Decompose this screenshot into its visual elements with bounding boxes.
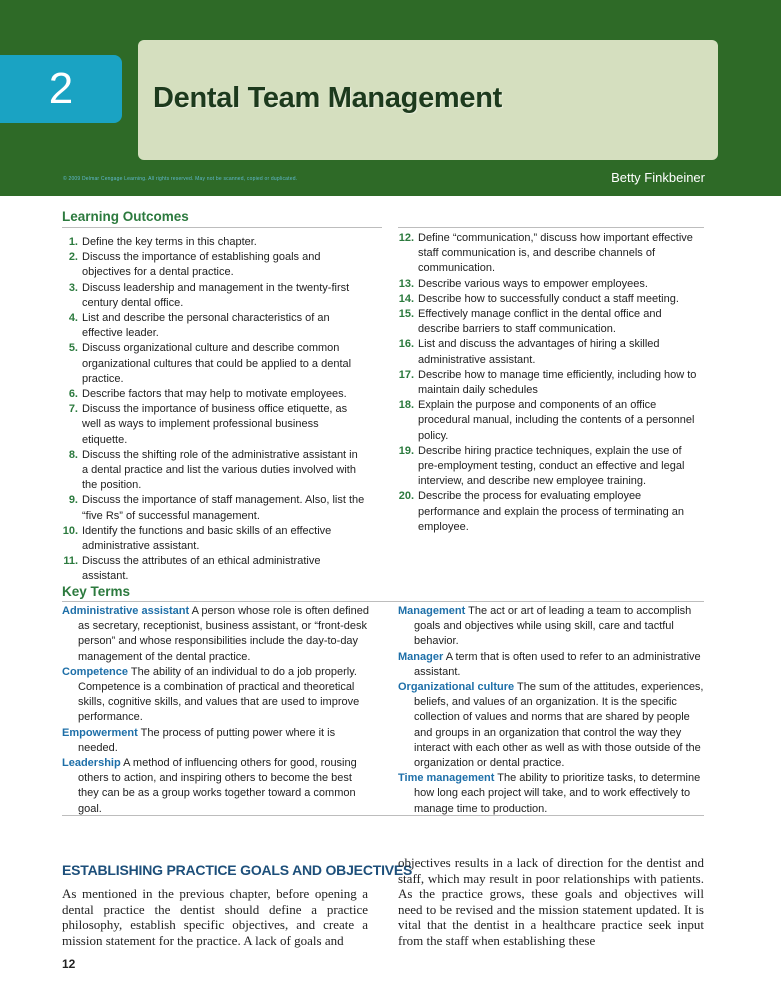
divider (62, 601, 704, 602)
key-term-word: Organizational culture (398, 681, 515, 694)
key-term-definition: The sum of the attitudes, experiences, beliefs, and values of an organization. It is the specific collection of values and norms that are shared by people and groups in an organization that control the way they interact with each other as well as with those outside of the organization or dental practice. (414, 681, 704, 770)
outcome-number: 13. (398, 277, 414, 290)
learning-outcome-item (398, 307, 704, 337)
key-terms-col1 (62, 604, 372, 817)
outcome-text: Discuss organizational culture and describe common organizational cultures that could be applied to a dental practice. (82, 342, 352, 385)
outcome-number: 17. (398, 368, 414, 381)
key-term-definition: The process of putting power where it is needed. (78, 726, 336, 754)
outcome-text: Describe how to manage time efficiently, including how to maintain daily schedules (418, 368, 697, 397)
section-heading: ESTABLISHING PRACTICE GOALS AND OBJECTIVES (62, 862, 413, 878)
copyright-line: © 2009 Delmar Cengage Learning. All rights reserved. May not be scanned, copied or duplicated. (63, 176, 298, 182)
divider (62, 815, 704, 816)
outcome-text: Discuss the shifting role of the administrative assistant in a dental practice and list the various duties involved with the position. (82, 448, 358, 492)
learning-outcome-item (62, 235, 366, 250)
outcome-number: 20. (398, 490, 414, 503)
outcome-text: Describe various ways to empower employees. (418, 277, 648, 290)
learning-outcome-item (398, 292, 704, 307)
key-term-definition: The ability to prioritize tasks, to determine how long each project will take, and to work effectively to manage time to production. (414, 772, 701, 815)
key-term-entry (62, 756, 372, 817)
key-term-entry (62, 665, 372, 726)
key-term-word: Leadership (62, 757, 121, 770)
key-term-entry (398, 771, 706, 817)
key-term-word: Manager (398, 650, 444, 663)
outcome-text: Describe hiring practice techniques, explain the use of pre-employment testing, conduct an effective and legal interview, and describe new employee training. (418, 444, 685, 488)
page-number: 12 (62, 957, 76, 971)
divider (398, 227, 704, 228)
key-term-word: Competence (62, 665, 129, 678)
outcome-number: 1. (68, 236, 78, 248)
learning-outcomes-heading: Learning Outcomes (62, 209, 189, 224)
outcome-text: Discuss the importance of staff management. Also, list the “five Rs” of successful management. (82, 494, 365, 522)
outcome-text: Discuss the attributes of an ethical administrative assistant. (82, 555, 321, 583)
key-term-entry (398, 604, 706, 650)
key-term-word: Empowerment (62, 726, 138, 739)
key-terms-heading: Key Terms (62, 584, 131, 599)
learning-outcome-item (398, 337, 704, 367)
outcome-text: Discuss the importance of business office etiquette, as well as ways to implement professional business etiquette. (82, 403, 348, 446)
outcome-number: 10. (62, 524, 78, 537)
learning-outcome-item (62, 402, 366, 448)
divider (62, 227, 382, 228)
outcome-number: 14. (398, 292, 414, 305)
outcome-number: 2. (68, 251, 78, 264)
key-term-definition: A method of influencing others for good, rousing others to action, and inspiring others to become the best they can be as a group works together toward a common goal. (78, 757, 357, 815)
outcome-number: 7. (68, 403, 78, 416)
body-paragraph-col2: objectives results in a lack of direction for the dentist and staff, which may result in poor relationships with patients. As the practice grows, these goals and objectives will need to be revised and the mission statement updated. It is vital that the dentist in a healthcare practice seek input from the staff when establishing these (398, 855, 704, 948)
learning-outcome-item (62, 524, 366, 554)
key-term-definition: The ability of an individual to do a job properly. Competence is a combination of practical and theoretical skills, cognitive skills, and values that are used to improve performance. (78, 665, 360, 724)
learning-outcome-item (62, 341, 366, 387)
chapter-title-box (138, 40, 718, 160)
outcome-number: 8. (68, 448, 78, 461)
outcome-number: 4. (68, 312, 78, 325)
learning-outcome-item (62, 493, 366, 523)
learning-outcome-item (398, 277, 704, 292)
key-term-word: Time management (398, 772, 495, 785)
outcome-text: Describe how to successfully conduct a staff meeting. (418, 292, 679, 305)
learning-outcome-item (62, 554, 366, 584)
learning-outcome-item (62, 387, 366, 402)
outcome-number: 12. (398, 232, 414, 244)
key-term-definition: A person whose role is often defined as secretary, receptionist, business assistant, or “front-desk person” and whose responsibilities include the day-to-day management of the dental practice. (78, 605, 369, 663)
learning-outcome-item (398, 231, 704, 277)
outcome-number: 3. (68, 281, 78, 294)
outcome-number: 11. (63, 555, 78, 568)
learning-outcome-item (62, 281, 366, 311)
key-term-word: Administrative assistant (62, 605, 190, 617)
key-term-entry (398, 680, 706, 771)
outcome-number: 6. (68, 388, 78, 401)
outcome-text: Describe the process for evaluating employee performance and explain the process of terminating an employee. (418, 490, 684, 533)
body-paragraph-col1: As mentioned in the previous chapter, before opening a dental practice the dentist should define a practice philosophy, establish specific objectives, and create a mission statement for the practice. A lack of goals and (62, 886, 368, 948)
learning-outcome-item (62, 448, 366, 494)
outcome-text: List and describe the personal characteristics of an effective leader. (82, 312, 330, 340)
key-term-entry (62, 726, 372, 756)
outcome-number: 15. (398, 308, 414, 321)
learning-outcomes-col1 (62, 235, 366, 585)
chapter-number: 2 (0, 55, 122, 123)
learning-outcome-item (398, 489, 704, 535)
outcome-number: 18. (398, 399, 414, 412)
learning-outcome-item (398, 444, 704, 490)
chapter-title: Dental Team Management (153, 82, 503, 114)
outcome-text: Define the key terms in this chapter. (82, 236, 257, 248)
outcome-number: 16. (398, 338, 414, 351)
outcome-text: Effectively manage conflict in the dental office and describe barriers to staff communication. (418, 308, 662, 336)
outcome-text: Discuss leadership and management in the twenty-first century dental office. (82, 281, 350, 309)
outcome-number: 19. (398, 444, 414, 457)
learning-outcomes-col2 (398, 231, 704, 535)
outcome-text: Discuss the importance of establishing goals and objectives for a dental practice. (82, 251, 321, 279)
learning-outcome-item (398, 368, 704, 398)
key-term-entry (62, 604, 372, 665)
learning-outcome-item (62, 250, 366, 280)
key-term-definition: The act or art of leading a team to accomplish goals and objectives while using skill, care and tactful behavior. (414, 605, 692, 648)
outcome-text: List and discuss the advantages of hiring a skilled administrative assistant. (418, 338, 660, 366)
outcome-text: Define “communication,” discuss how important effective staff communication is, and describe channels of communication. (418, 232, 693, 275)
key-term-entry (398, 650, 706, 680)
author-name: Betty Finkbeiner (611, 170, 705, 185)
learning-outcome-item (62, 311, 366, 341)
outcome-text: Explain the purpose and components of an office procedural manual, including the contents of a personnel policy. (418, 399, 695, 442)
key-term-word: Management (398, 605, 466, 617)
learning-outcome-item (398, 398, 704, 444)
key-term-definition: A term that is often used to refer to an administrative assistant. (414, 650, 701, 678)
key-terms-col2 (398, 604, 706, 817)
outcome-number: 5. (68, 342, 78, 355)
outcome-text: Identify the functions and basic skills of an effective administrative assistant. (82, 524, 332, 553)
outcome-number: 9. (68, 494, 78, 507)
outcome-text: Describe factors that may help to motivate employees. (82, 388, 347, 401)
